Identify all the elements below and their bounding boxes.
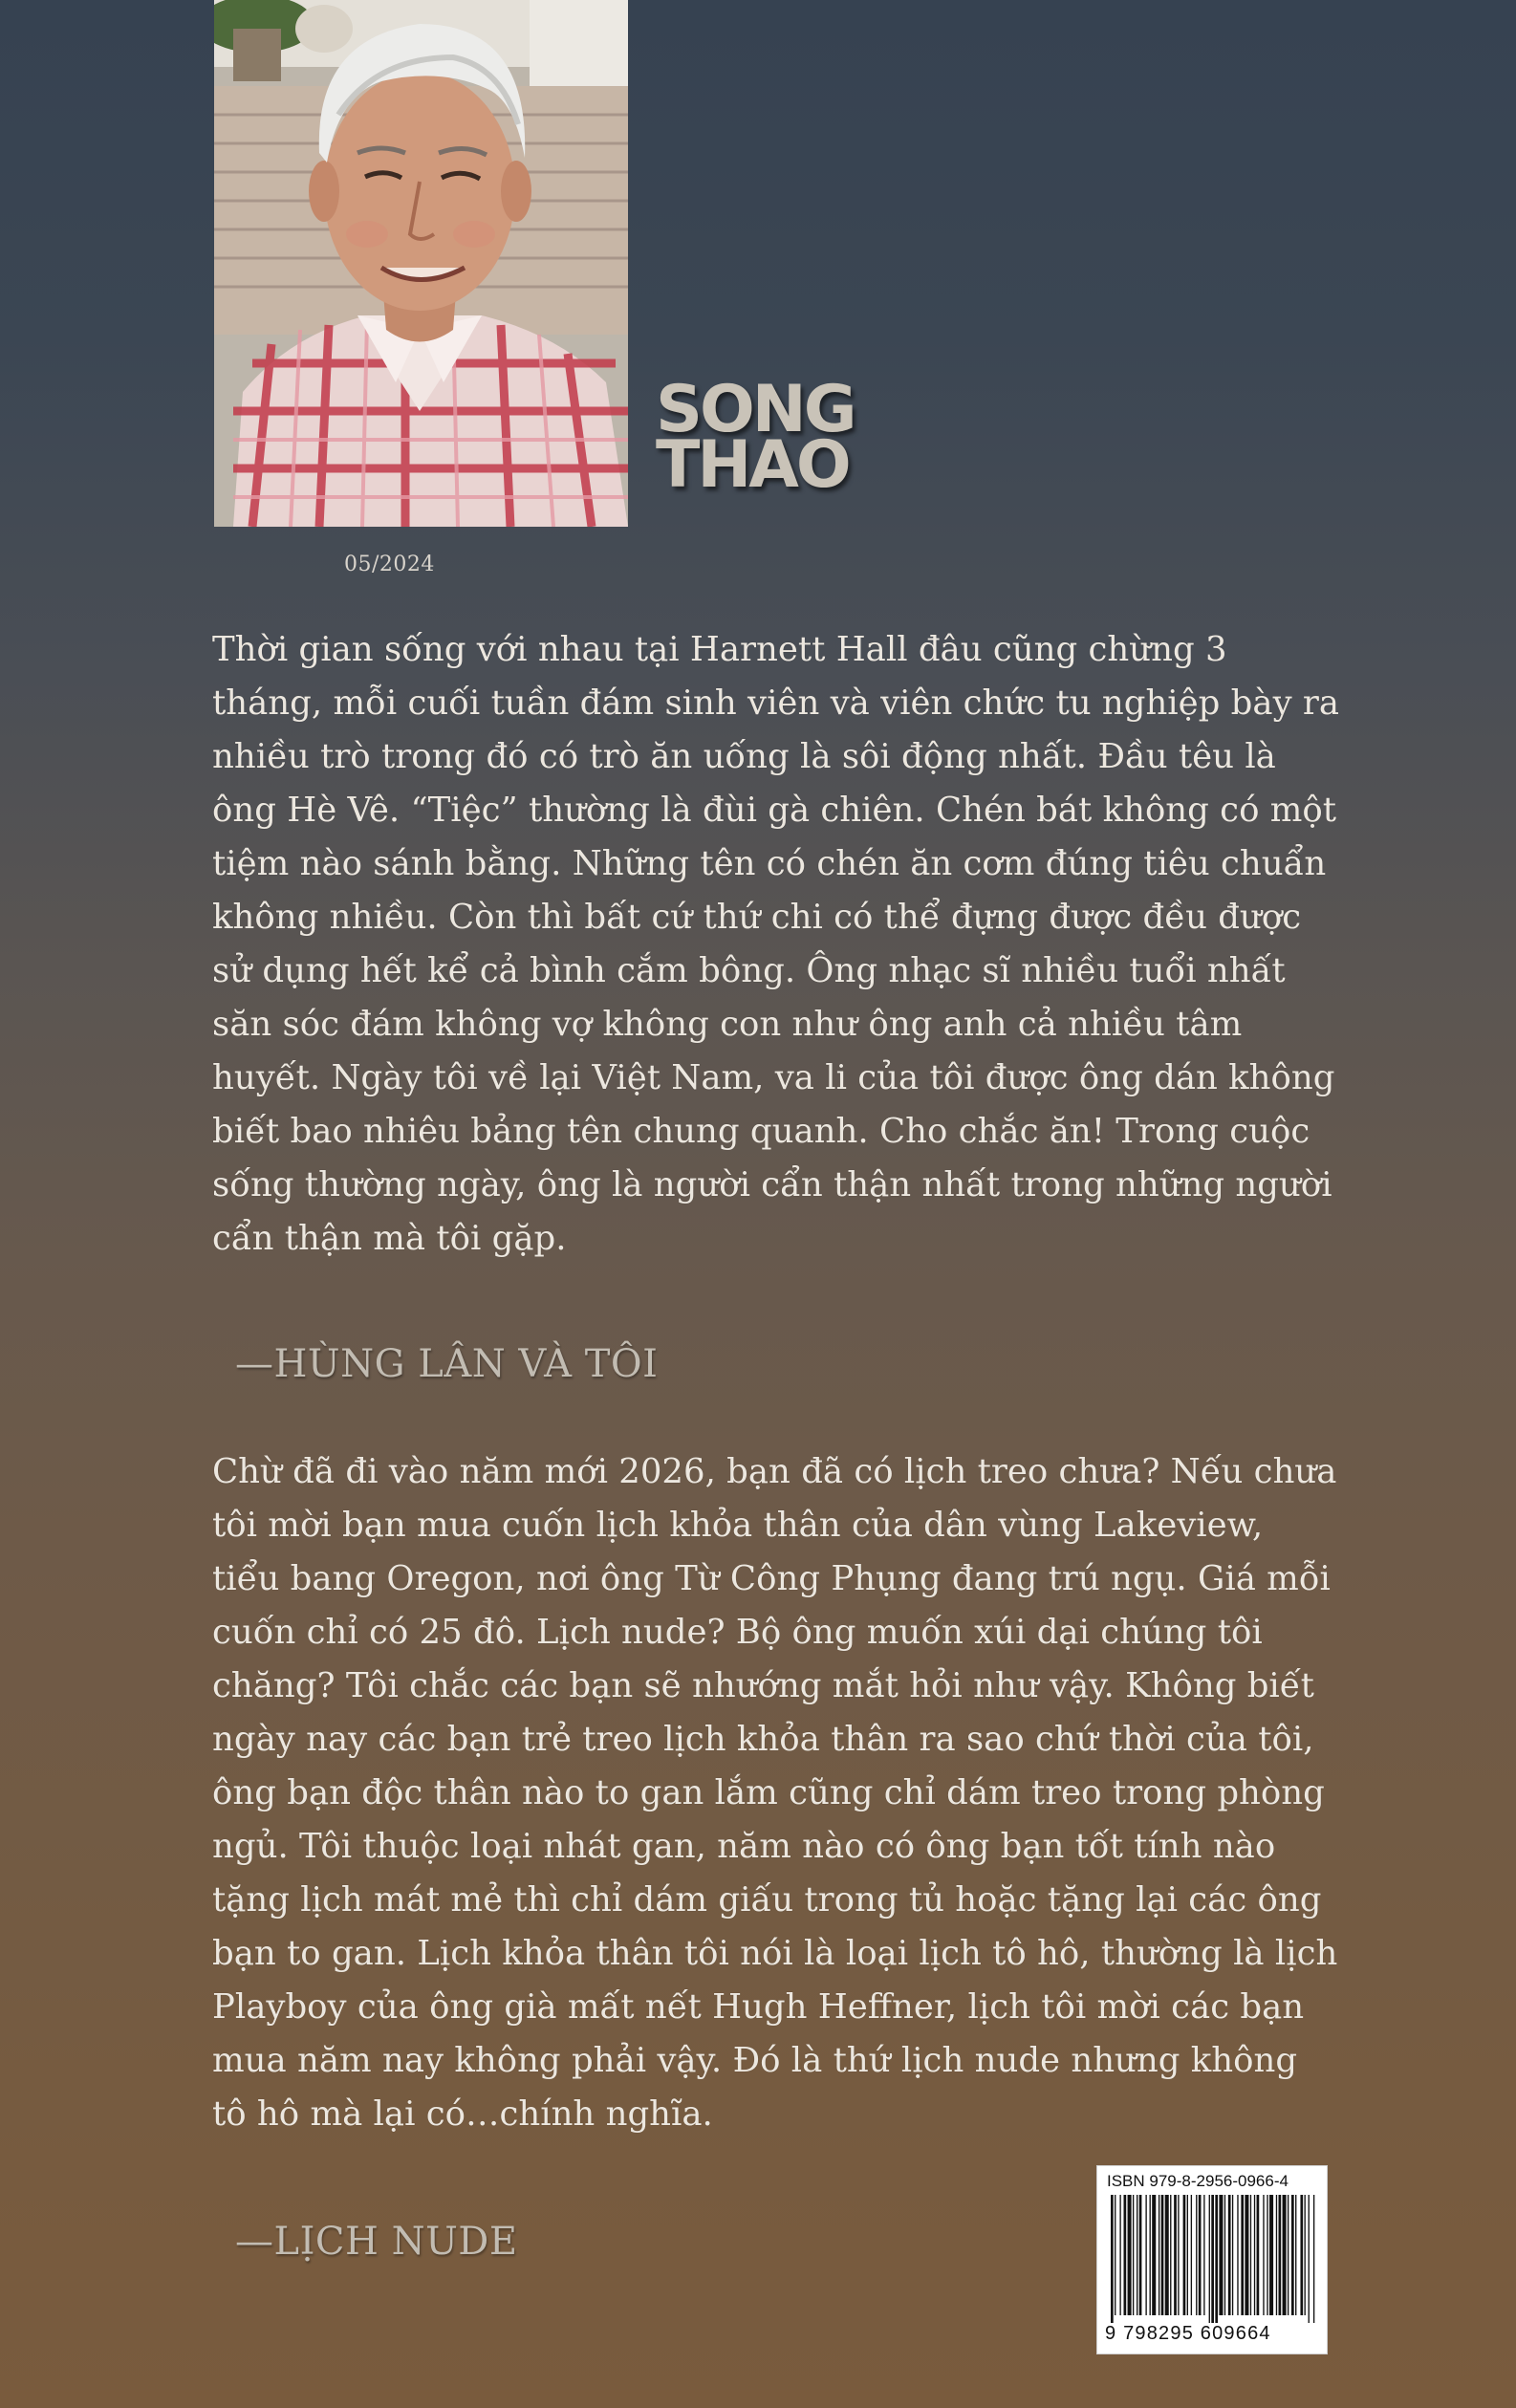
barcode-bar	[1219, 2195, 1223, 2315]
barcode-bar	[1161, 2195, 1164, 2315]
barcode-bar	[1263, 2195, 1264, 2315]
barcode-bar	[1203, 2195, 1204, 2315]
isbn-digits: 9 798295 609664	[1105, 2323, 1271, 2344]
barcode-bar	[1228, 2195, 1231, 2315]
excerpt-source-title: —HÙNG LÂN VÀ TÔI	[235, 1342, 659, 1386]
author-name-line-2: THAO	[656, 427, 849, 503]
barcode-bar	[1279, 2195, 1282, 2315]
barcode-bar	[1150, 2195, 1151, 2315]
barcode-bar	[1291, 2195, 1294, 2315]
barcode-icon	[1109, 2195, 1315, 2323]
barcode-bar	[1232, 2195, 1233, 2315]
isbn-label: ISBN 979-8-2956-0966-4	[1107, 2172, 1289, 2190]
author-name	[656, 372, 904, 503]
author-name-line-1: SONG	[656, 372, 855, 447]
excerpt-source-title: —LỊCH NUDE	[235, 2220, 518, 2264]
excerpt-paragraph: Chừ đã đi vào năm mới 2026, bạn đã có lịch treo chưa? Nếu chưa tôi mời bạn mua cuốn lịch khỏa thân của dân vùng Lakeview, tiểu bang Oregon, nơi ông Từ Công Phụng đang trú ngụ. Giá mỗi cuốn chỉ có 25 đô. Lịch nude? Bộ ông muốn xúi dại chúng tôi chăng? Tôi chắc các bạn sẽ nhướng mắt hỏi như vậy. Không biết ngày nay các bạn trẻ treo lịch khỏa thân ra sao chứ thời của tôi, ông bạn độc thân nào to gan lắm cũng chỉ dám treo trong phòng ngủ. Tôi thuộc loại nhát gan, năm nào có ông bạn tốt tính nào tặng lịch mát mẻ thì chỉ dám giấu trong tủ hoặc tặng lại các ông bạn to gan. Lịch khỏa thân tôi nói là loại lịch tô hô, thường là lịch Playboy của ông già mất nết Hugh Heffner, lịch tôi mời các bạn mua năm nay không phải vậy. Đó là thứ lịch nude nhưng không tô hô mà lại có…chính nghĩa.	[212, 1452, 1338, 2134]
author-portrait-illustration	[214, 0, 628, 527]
barcode-bar	[1313, 2195, 1314, 2323]
barcode-bar	[1250, 2195, 1251, 2315]
barcode-bar	[1254, 2195, 1255, 2315]
barcode-bar	[1288, 2195, 1289, 2315]
barcode-bar	[1178, 2195, 1179, 2315]
barcode-bar	[1309, 2195, 1310, 2323]
barcode-bar	[1165, 2195, 1169, 2315]
barcode-bar	[1237, 2195, 1238, 2315]
barcode-bar	[1211, 2195, 1214, 2323]
isbn-barcode-block	[1097, 2166, 1327, 2354]
barcode-bar	[1269, 2195, 1273, 2315]
barcode-bar	[1276, 2195, 1277, 2315]
barcode-bar	[1215, 2195, 1218, 2323]
barcode-bar	[1145, 2195, 1146, 2315]
barcode-bar	[1119, 2195, 1120, 2315]
barcode-bar	[1300, 2195, 1303, 2315]
barcode-bar	[1152, 2195, 1156, 2315]
barcode-bar	[1199, 2195, 1202, 2315]
barcode-bar	[1209, 2195, 1210, 2323]
barcode-bar	[1139, 2195, 1142, 2315]
barcode-bar	[1295, 2195, 1296, 2315]
barcode-bar	[1183, 2195, 1186, 2315]
barcode-bar	[1187, 2195, 1188, 2315]
excerpt-paragraph: Thời gian sống với nhau tại Harnett Hall đâu cũng chừng 3 tháng, mỗi cuối tuần đám sinh viên và viên chức tu nghiệp bày ra nhiều trò trong đó có trò ăn uống là sôi động nhất. Đầu têu là ông Hè Vê. “Tiệc” thường là đùi gà chiên. Chén bát không có một tiệm nào sánh bằng. Những tên có chén ăn cơm đúng tiêu chuẩn không nhiều. Còn thì bất cứ thứ chi có thể đựng được đều được sử dụng hết kể cả bình cắm bông. Ông nhạc sĩ nhiều tuổi nhất săn sóc đám không vợ không con như ông anh cả nhiều tâm huyết. Ngày tôi về lại Việt Nam, va li của tôi được ông dán không biết bao nhiêu bảng tên chung quanh. Cho chắc ăn! Trong cuộc sống thường ngày, ông là người cẩn thận nhất trong những người cẩn thận mà tôi gặp.	[212, 630, 1340, 1258]
barcode-bar	[1191, 2195, 1192, 2315]
barcode-bar	[1245, 2195, 1248, 2315]
barcode-bar	[1174, 2195, 1177, 2315]
barcode-bar	[1124, 2195, 1127, 2315]
barcode-bar	[1241, 2195, 1244, 2315]
barcode-bar	[1196, 2195, 1197, 2315]
photo-date: 05/2024	[344, 553, 435, 576]
barcode-bar	[1305, 2195, 1306, 2315]
author-photo	[214, 0, 628, 527]
barcode-bar	[1111, 2195, 1114, 2323]
barcode-bar	[1133, 2195, 1134, 2315]
barcode-bar	[1257, 2195, 1260, 2315]
barcode-bar	[1283, 2195, 1287, 2315]
barcode-bar	[1224, 2195, 1225, 2315]
barcode-bar	[1170, 2195, 1171, 2315]
barcode-bar	[1128, 2195, 1132, 2315]
